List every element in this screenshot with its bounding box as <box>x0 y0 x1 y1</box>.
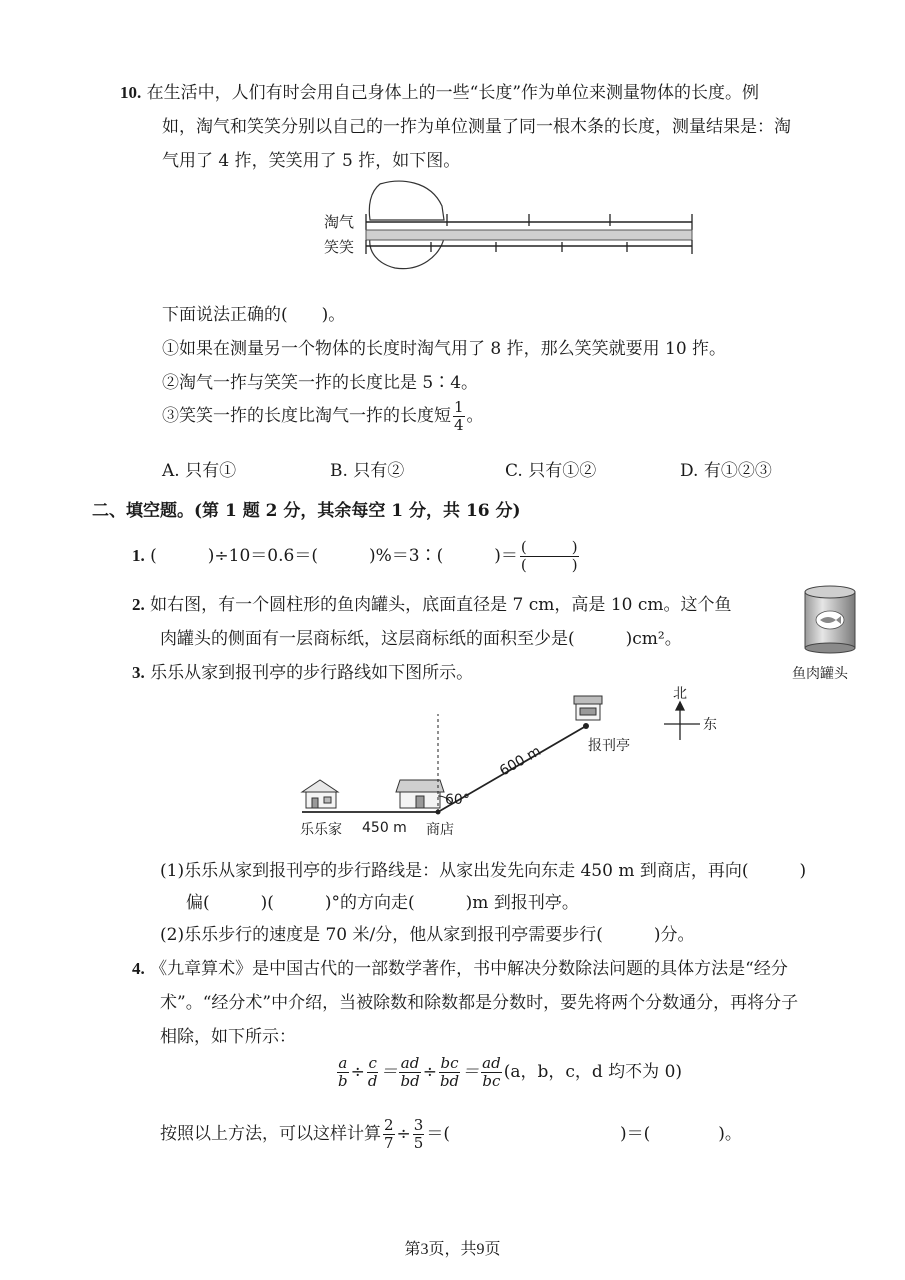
option-a[interactable]: A. 只有① <box>162 461 237 481</box>
wooden-stick <box>366 230 692 240</box>
option-c[interactable]: C. 只有①② <box>505 461 597 481</box>
shop-icon <box>396 780 444 808</box>
kiosk-label: 报刊亭 <box>588 738 630 754</box>
fill3-part1-line2: 偏( )( )°的方向走( )m 到报刊亭。 <box>186 893 579 913</box>
fill3-line1 <box>132 658 473 683</box>
q10-s3-fraction: $\frac{1}{4}$ <box>454 398 464 434</box>
kiosk-icon <box>574 696 602 720</box>
section2-heading: 二、填空题。(第 1 题 2 分，其余每空 1 分，共 16 分) <box>92 501 521 521</box>
fill3-number: 3. <box>132 663 145 682</box>
compass-east-label: 东 <box>703 717 717 733</box>
taoqi-label: 淘气 <box>324 213 355 231</box>
fill3-text-1: 乐乐从家到报刊亭的步行路线如下图所示。 <box>150 663 474 683</box>
q10-line3: 气用了 4 拃，笑笑用了 5 拃，如下图。 <box>162 151 461 171</box>
fill2-line1 <box>132 590 732 615</box>
distance-450-label: 450 m <box>362 820 407 836</box>
fill4-text-1: 《九章算术》是中国古代的一部数学著作，书中解决分数除法问题的具体方法是“经分 <box>150 959 788 979</box>
fill4-calculation: 按照以上方法，可以这样计算 $\frac{2}{7}$ ÷ $\frac{3}{5}$ ＝( )＝( )。 <box>160 1116 742 1152</box>
q10-s3-text: ③笑笑一拃的长度比淘气一拃的长度短 <box>162 406 451 426</box>
q10-text-1: 在生活中，人们有时会用自己身体上的一些“长度”作为单位来测量物体的长度。例 <box>146 83 760 103</box>
fill4-line2: 术”。“经分术”中介绍，当被除数和除数都是分数时，要先将两个分数通分，再将分子 <box>160 993 799 1013</box>
hand-top-icon <box>369 181 444 220</box>
fill2-line2: 肉罐头的侧面有一层商标纸，这层商标纸的面积至少是( )cm²。 <box>160 629 682 649</box>
compass-north-label: 北 <box>673 686 687 702</box>
fish-can-icon <box>800 584 860 654</box>
fill2-number: 2. <box>132 595 145 614</box>
q10-line2: 如，淘气和笑笑分别以自己的一拃为单位测量了同一根木条的长度，测量结果是：淘 <box>162 117 791 137</box>
compass-icon <box>664 702 700 740</box>
q10-question: 下面说法正确的( )。 <box>162 305 346 325</box>
measuring-figure <box>310 176 710 286</box>
fill1 <box>132 540 581 573</box>
stick-diagram <box>310 176 710 286</box>
home-icon <box>302 780 338 808</box>
fill4-number: 4. <box>132 959 145 978</box>
q10-statement-3: ③笑笑一拃的长度比淘气一拃的长度短 $\frac{1}{4}$ 。 <box>162 398 484 434</box>
formula-note: (a，b，c，d 均不为 0) <box>503 1062 683 1082</box>
fill4-formula: $\frac{a}{b}$ ÷ $\frac{c}{d}$ ＝ $\frac{ad}{bd}$ ÷ $\frac{bc}{bd}$ ＝ $\frac{ad}{bc}$ (a，b，c，d 均不为 0) <box>338 1054 683 1090</box>
page-footer: 第3页，共9页 <box>404 1241 501 1258</box>
fill4-line1 <box>132 954 788 979</box>
option-d[interactable]: D. 有①②③ <box>680 461 772 481</box>
hand-bottom-icon <box>370 238 444 269</box>
xiaoxiao-label: 笑笑 <box>324 238 355 256</box>
angle-label: 60° <box>445 792 470 808</box>
route-map <box>290 684 750 844</box>
fill3-part2: (2)乐乐步行的速度是 70 米/分，他从家到报刊亭需要步行( )分。 <box>160 925 695 945</box>
fill1-number: 1. <box>132 546 145 565</box>
fill3-part1-line1: (1)乐乐从家到报刊亭的步行路线是：从家出发先向东走 450 m 到商店，再向( ) <box>160 861 807 881</box>
distance-600-label: 600 m <box>497 743 544 780</box>
shop-label: 商店 <box>426 822 454 838</box>
q10-statement-1: ①如果在测量另一个物体的长度时淘气用了 8 拃，那么笑笑就要用 10 拃。 <box>162 339 727 359</box>
q10-line1 <box>120 78 759 103</box>
option-b[interactable]: B. 只有② <box>330 461 405 481</box>
q10-statement-2: ②淘气一拃与笑笑一拃的长度比是 5∶4。 <box>162 373 479 393</box>
can-label: 鱼肉罐头 <box>792 666 848 682</box>
home-label: 乐乐家 <box>300 822 342 838</box>
xiaoxiao-ticks <box>366 240 692 254</box>
q10-number: 10. <box>120 83 142 102</box>
fill1-fraction: $\frac{( )}{( )}$ <box>520 538 578 574</box>
fill1-expression: ( )÷10＝0.6＝( )%＝3∶( )＝ <box>150 546 518 566</box>
fill4-line3: 相除，如下所示： <box>160 1027 296 1047</box>
can-figure <box>792 584 870 684</box>
fill2-text-1: 如右图，有一个圆柱形的鱼肉罐头，底面直径是 7 cm，高是 10 cm。这个鱼 <box>150 595 732 615</box>
route-map-svg <box>290 684 750 844</box>
